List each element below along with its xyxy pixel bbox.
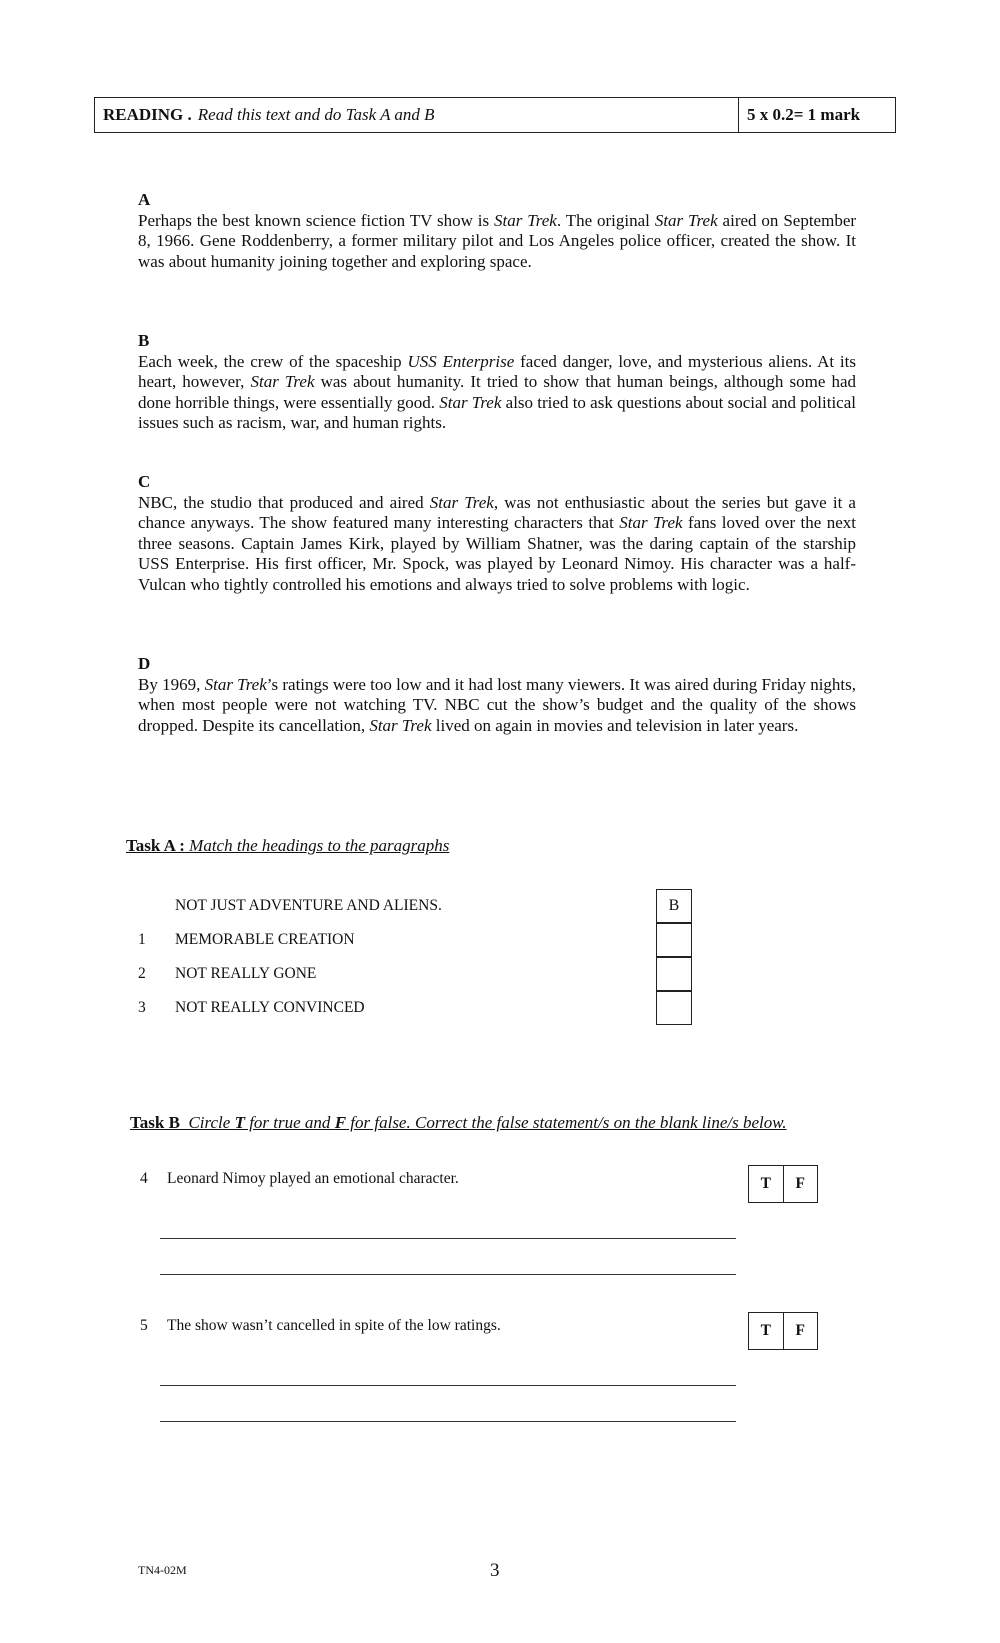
task-a-answer-box[interactable] (656, 923, 692, 957)
true-option[interactable]: T (749, 1313, 784, 1349)
paragraph-letter: D (138, 654, 151, 673)
task-b-item-number: 4 (140, 1170, 148, 1187)
answer-line[interactable] (160, 1421, 736, 1422)
task-b-label: Task B (130, 1113, 180, 1132)
page-number: 3 (490, 1560, 500, 1581)
task-a-row-heading: NOT JUST ADVENTURE AND ALIENS. (175, 897, 442, 914)
paragraph-body: NBC, the studio that produced and aired Star Trek, was not enthusiastic about the series but gave it a chance anyways. The show featured many interesting characters that Star Trek fans loved over the next three seasons. Captain James Kirk, played by William Shatner, was the daring captain of the starship USS Enterprise. His first officer, Mr. Spock, was played by Leonard Nimoy. His character was a half-Vulcan who tightly controlled his emotions and always tried to solve problems with logic. (138, 492, 856, 594)
task-a-answer-box[interactable] (656, 957, 692, 991)
task-a-row-number: 3 (138, 999, 146, 1016)
false-option[interactable]: F (795, 1175, 805, 1192)
task-b-item-number: 5 (140, 1317, 148, 1334)
answer-line[interactable] (160, 1238, 736, 1239)
true-option[interactable]: T (749, 1166, 784, 1202)
task-a-row-heading: NOT REALLY CONVINCED (175, 999, 365, 1016)
task-a-row-number: 2 (138, 965, 146, 982)
task-b-item (140, 1317, 501, 1335)
false-option[interactable]: F (795, 1322, 805, 1339)
task-a-row (138, 923, 355, 957)
header-marks: 5 x 0.2= 1 mark (747, 105, 861, 124)
task-b-instruction: Circle T for true and F for false. Correct the false statement/s on the blank line/s below. (188, 1113, 787, 1132)
true-false-box (748, 1165, 818, 1203)
paragraph-body: By 1969, Star Trek’s ratings were too low and it had lost many viewers. It was aired during Friday nights, when most people were not watching TV. NBC cut the show’s budget and the quality of the shows dropped. Despite its cancellation, Star Trek lived on again in movies and television in later years. (138, 674, 857, 735)
task-a-instruction: Match the headings to the paragraphs (189, 836, 450, 855)
paragraph-letter: C (138, 472, 151, 491)
task-a-answer-box[interactable]: B (656, 889, 692, 923)
paragraph-a (138, 190, 856, 272)
true-false-box (748, 1312, 818, 1350)
header-box (94, 97, 896, 133)
task-b-statement: Leonard Nimoy played an emotional character. (167, 1170, 459, 1187)
task-a-row (138, 957, 316, 991)
answer-line[interactable] (160, 1385, 736, 1386)
task-a-row-number: 1 (138, 931, 146, 948)
task-a-row-heading: MEMORABLE CREATION (175, 931, 355, 948)
paragraph-body: Each week, the crew of the spaceship USS Enterprise faced danger, love, and mysterious aliens. At its heart, however, Star Trek was about humanity. It tried to show that human beings, although some had done horrible things, were essentially good. Star Trek also tried to ask questions about social and political issues such as racism, war, and human rights. (138, 351, 857, 433)
task-a-heading (126, 836, 449, 856)
task-a-row (138, 889, 442, 923)
task-a-answer-box[interactable] (656, 991, 692, 1025)
header-title-bold: READING . (103, 105, 192, 124)
task-b-heading (130, 1113, 787, 1133)
task-a-row-heading: NOT REALLY GONE (175, 965, 317, 982)
task-b-item (140, 1170, 459, 1188)
paragraph-body: Perhaps the best known science fiction TV show is Star Trek. The original Star Trek aired on September 8, 1966. Gene Roddenberry, a former military pilot and Los Angeles police officer, created the show. It was about humanity joining together and exploring space. (138, 210, 857, 271)
header-title (95, 98, 739, 132)
footer-code: TN4-02M (138, 1563, 187, 1577)
task-b-statement: The show wasn’t cancelled in spite of the low ratings. (167, 1317, 501, 1334)
task-a-label: Task A : (126, 836, 185, 855)
paragraph-b (138, 331, 856, 434)
answer-line[interactable] (160, 1274, 736, 1275)
paragraph-c (138, 472, 856, 596)
paragraph-letter: A (138, 190, 151, 209)
header-title-instruction: Read this text and do Task A and B (197, 105, 435, 124)
task-a-row (138, 991, 365, 1025)
paragraph-letter: B (138, 331, 150, 350)
paragraph-d (138, 654, 856, 736)
